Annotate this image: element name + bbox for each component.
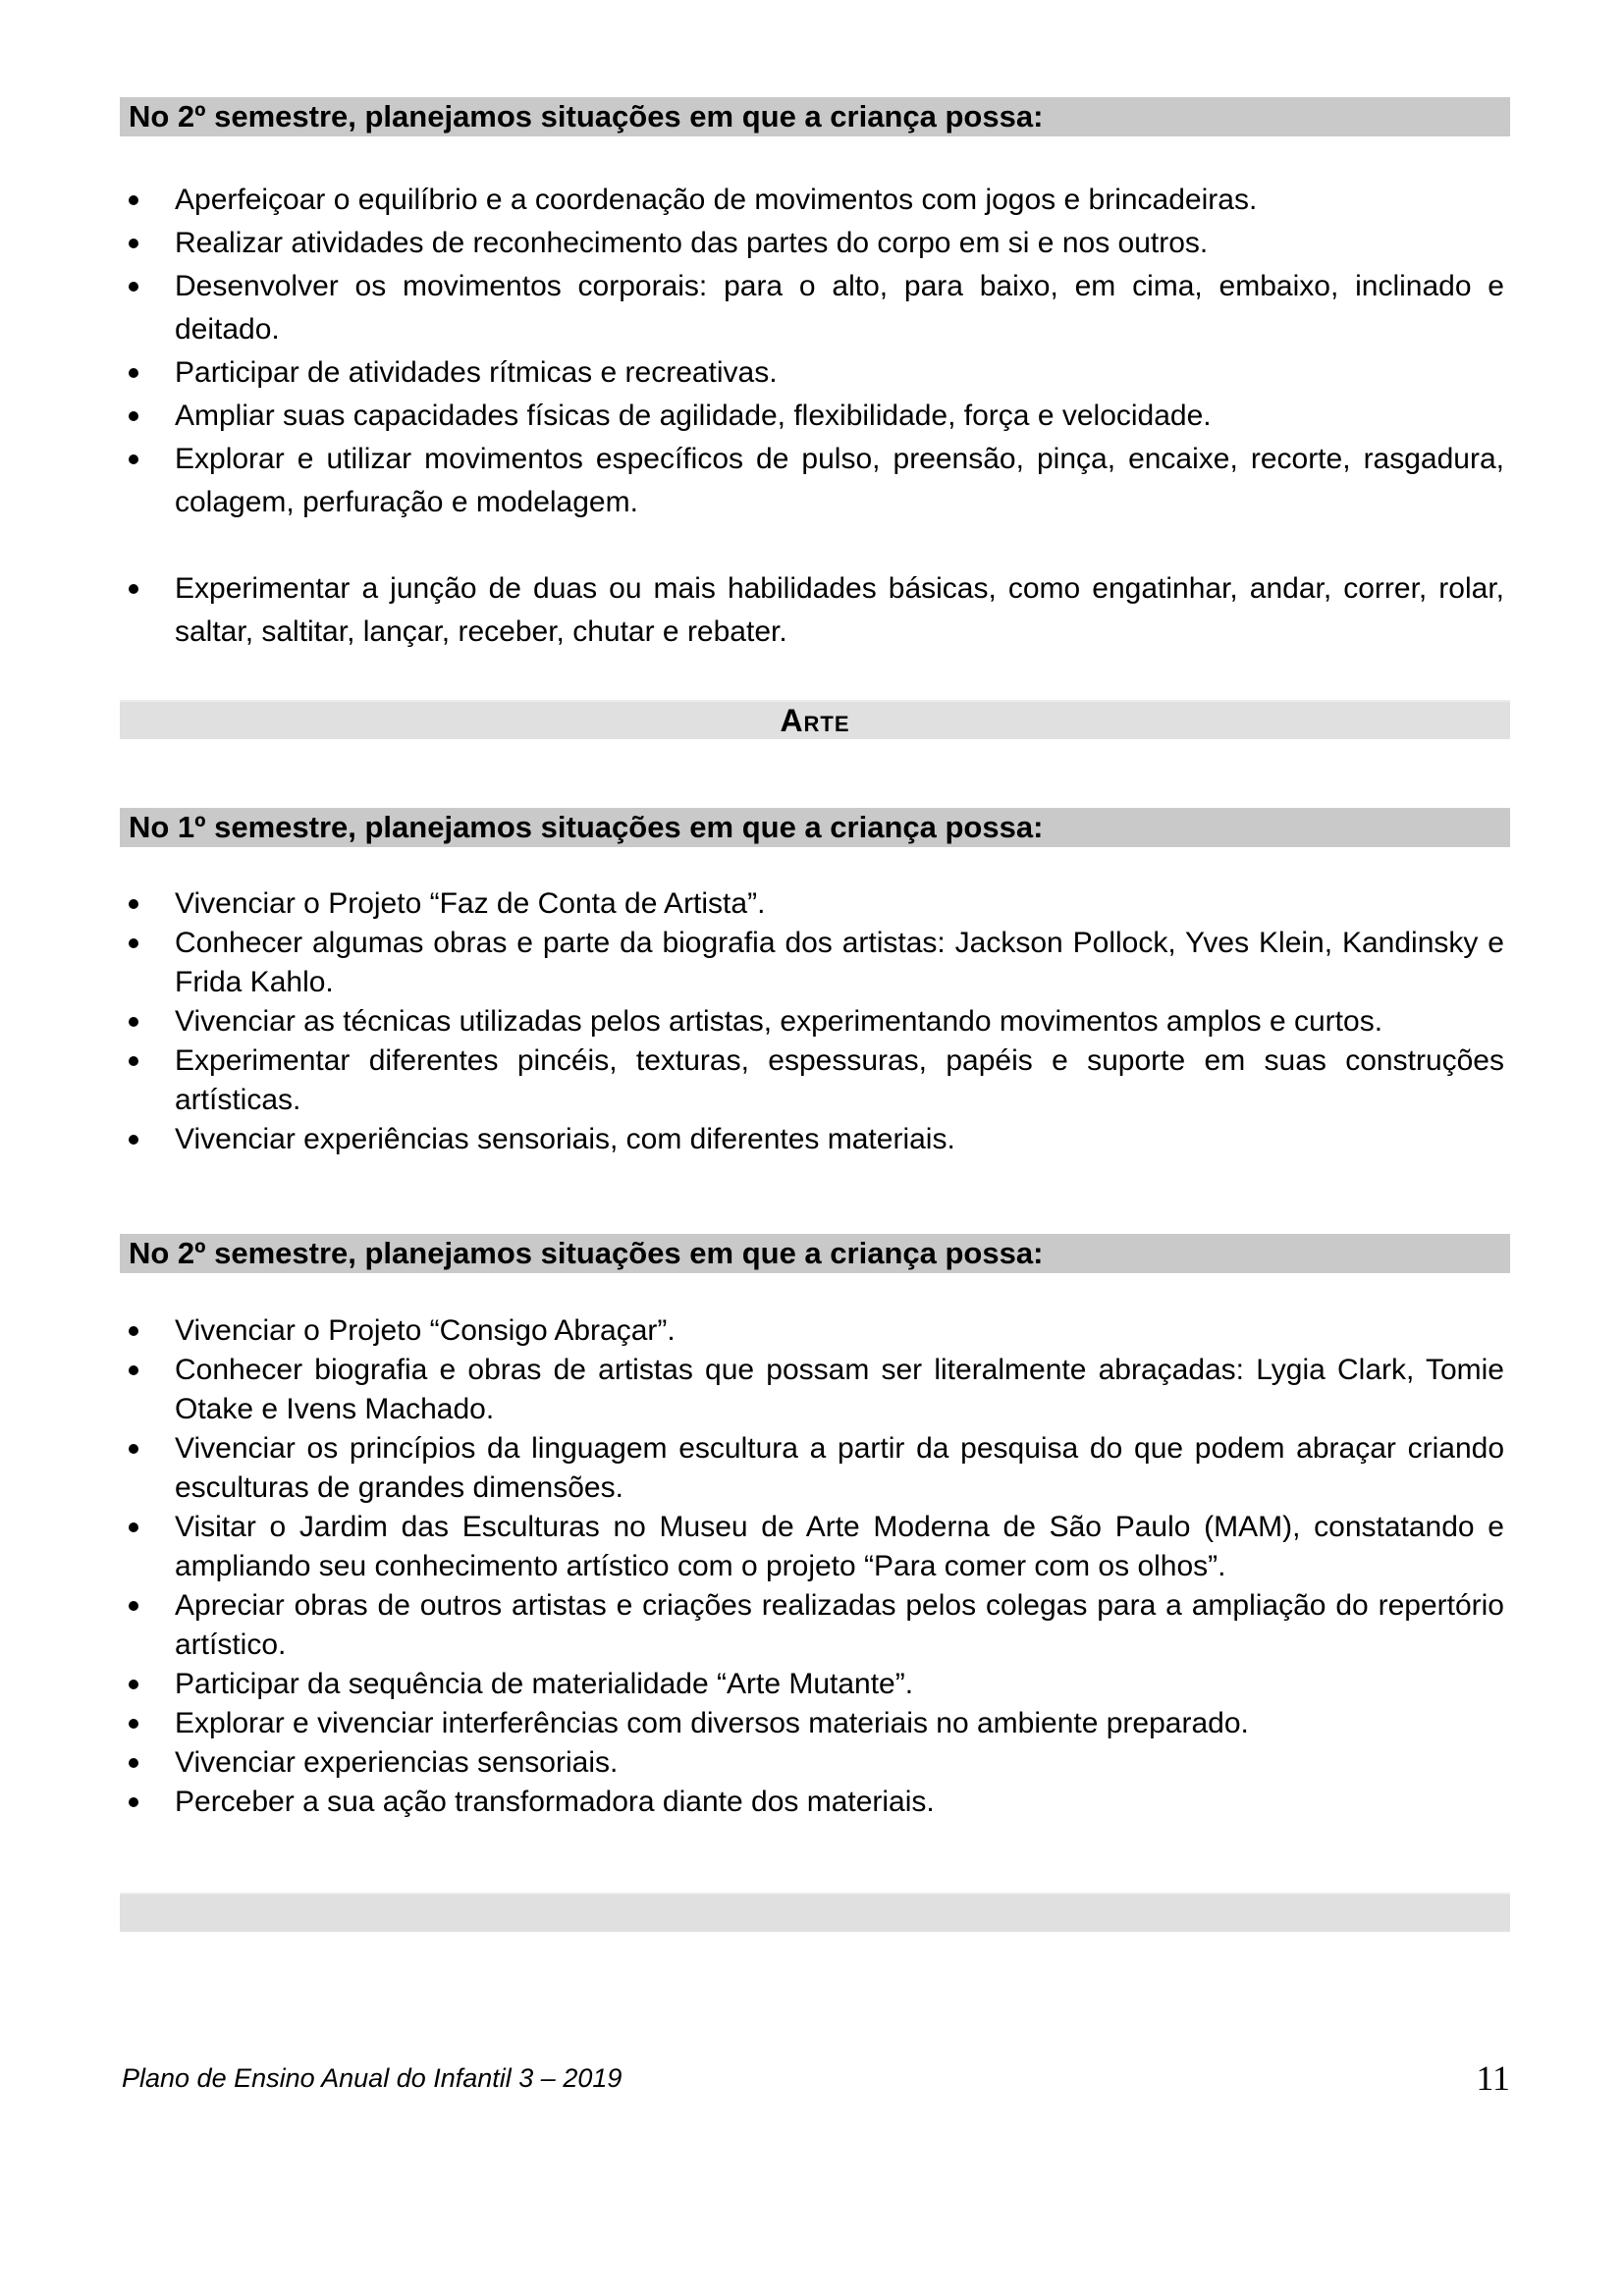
list-item: Participar da sequência de materialidade “Arte Mutante”. — [120, 1665, 1510, 1704]
list-item: Vivenciar experiências sensoriais, com diferentes materiais. — [120, 1120, 1510, 1159]
list-item: Visitar o Jardim das Esculturas no Museu de Arte Moderna de São Paulo (MAM), constatando e ampliando seu conhecimento artístico com o projeto “Para comer com os olhos”. — [120, 1508, 1510, 1586]
list-item: Experimentar diferentes pincéis, texturas, espessuras, papéis e suporte em suas construções artísticas. — [120, 1041, 1510, 1120]
list-item: Realizar atividades de reconhecimento das partes do corpo em si e nos outros. — [120, 222, 1510, 265]
list-item: Explorar e vivenciar interferências com diversos materiais no ambiente preparado. — [120, 1704, 1510, 1743]
list-item: Vivenciar o Projeto “Faz de Conta de Artista”. — [120, 884, 1510, 924]
bullet-list-3 — [120, 1311, 1510, 1822]
list-item: Explorar e utilizar movimentos específicos de pulso, preensão, pinça, encaixe, recorte, rasgadura, colagem, perfuração e modelagem. — [120, 438, 1510, 524]
subject-divider-label: Arte — [780, 703, 850, 738]
section-header-text: No 2º semestre, planejamos situações em que a criança possa: — [129, 99, 1044, 133]
list-item: Desenvolver os movimentos corporais: para o alto, para baixo, em cima, embaixo, inclinado e deitado. — [120, 265, 1510, 351]
list-item: Ampliar suas capacidades físicas de agilidade, flexibilidade, força e velocidade. — [120, 395, 1510, 438]
list-item: Vivenciar experiencias sensoriais. — [120, 1743, 1510, 1783]
list-item: Conhecer algumas obras e parte da biografia dos artistas: Jackson Pollock, Yves Klein, Kandinsky e Frida Kahlo. — [120, 924, 1510, 1002]
list-item: Experimentar a junção de duas ou mais habilidades básicas, como engatinhar, andar, correr, rolar, saltar, saltitar, lançar, receber, chutar e rebater. — [120, 567, 1510, 654]
list-item: Aperfeiçoar o equilíbrio e a coordenação de movimentos com jogos e brincadeiras. — [120, 179, 1510, 222]
section-header-text: No 2º semestre, planejamos situações em que a criança possa: — [129, 1236, 1044, 1270]
bullet-list-2 — [120, 884, 1510, 1159]
section-header-text: No 1º semestre, planejamos situações em que a criança possa: — [129, 810, 1044, 844]
list-item: Vivenciar os princípios da linguagem escultura a partir da pesquisa do que podem abraçar criando esculturas de grandes dimensões. — [120, 1429, 1510, 1508]
list-item: Perceber a sua ação transformadora diante dos materiais. — [120, 1783, 1510, 1822]
section-header-bar-2 — [120, 808, 1510, 847]
list-item: Participar de atividades rítmicas e recreativas. — [120, 351, 1510, 395]
page-number: 11 — [1476, 2058, 1510, 2098]
subject-divider-bar — [120, 700, 1510, 739]
list-item: Vivenciar as técnicas utilizadas pelos artistas, experimentando movimentos amplos e curtos. — [120, 1002, 1510, 1041]
list-item: Vivenciar o Projeto “Consigo Abraçar”. — [120, 1311, 1510, 1351]
section-header-bar-3 — [120, 1234, 1510, 1273]
bullet-list-1 — [120, 179, 1510, 654]
section-header-bar-1 — [120, 97, 1510, 136]
footer-title: Plano de Ensino Anual do Infantil 3 – 2019 — [122, 2063, 623, 2093]
list-item: Apreciar obras de outros artistas e criações realizadas pelos colegas para a ampliação do repertório artístico. — [120, 1586, 1510, 1665]
list-item: Conhecer biografia e obras de artistas que possam ser literalmente abraçadas: Lygia Clark, Tomie Otake e Ivens Machado. — [120, 1351, 1510, 1429]
empty-section-bar — [120, 1893, 1510, 1932]
